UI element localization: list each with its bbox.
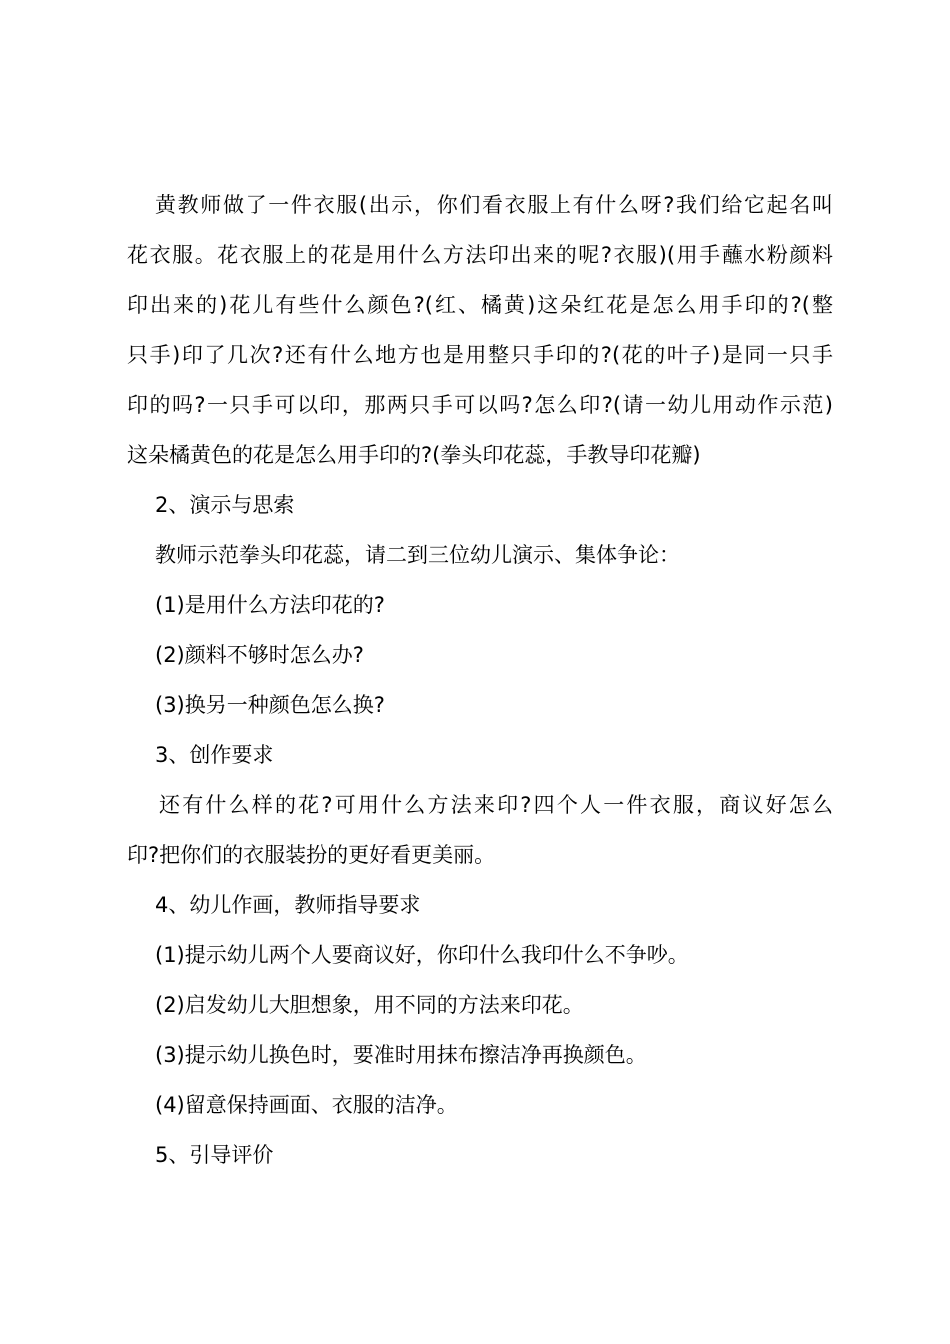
- section-heading: 4、幼儿作画，教师指导要求: [155, 893, 421, 917]
- paragraph-line: 黄教师做了一件衣服(出示，你们看衣服上有什么呀?我们给它起名叫: [155, 193, 833, 217]
- paragraph-line: 印的吗?一只手可以印，那两只手可以吗?怎么印?(请一幼儿用动作示范): [127, 393, 833, 417]
- list-item: (2)启发幼儿大胆想象，用不同的方法来印花。: [155, 993, 584, 1017]
- paragraph-line: 花衣服。花衣服上的花是用什么方法印出来的呢?衣服)(用手蘸水粉颜料: [127, 243, 833, 267]
- list-item: (3)提示幼儿换色时，要准时用抹布擦洁净再换颜色。: [155, 1043, 647, 1067]
- section-heading: 2、演示与思索: [155, 493, 295, 517]
- list-item: (3)换另一种颜色怎么换?: [155, 693, 385, 717]
- list-item: (2)颜料不够时怎么办?: [155, 643, 364, 667]
- section-heading: 5、引导评价: [155, 1143, 274, 1167]
- list-item: (1)提示幼儿两个人要商议好，你印什么我印什么不争吵。: [155, 943, 689, 967]
- list-item: (4)留意保持画面、衣服的洁净。: [155, 1093, 458, 1117]
- paragraph-line: 只手)印了几次?还有什么地方也是用整只手印的?(花的叶子)是同一只手: [127, 343, 833, 367]
- list-item: (1)是用什么方法印花的?: [155, 593, 385, 617]
- paragraph-line: 这朵橘黄色的花是怎么用手印的?(拳头印花蕊，手教导印花瓣): [127, 443, 701, 467]
- paragraph-line: 印出来的)花儿有些什么颜色?(红、橘黄)这朵红花是怎么用手印的?(整: [127, 293, 833, 317]
- section-heading: 3、创作要求: [155, 743, 274, 767]
- paragraph-line: 印?把你们的衣服装扮的更好看更美丽。: [127, 843, 496, 867]
- paragraph-line: 教师示范拳头印花蕊，请二到三位幼儿演示、集体争论：: [155, 543, 680, 567]
- document-body: [127, 180, 833, 1180]
- paragraph-line: 还有什么样的花?可用什么方法来印?四个人一件衣服，商议好怎么: [159, 793, 833, 817]
